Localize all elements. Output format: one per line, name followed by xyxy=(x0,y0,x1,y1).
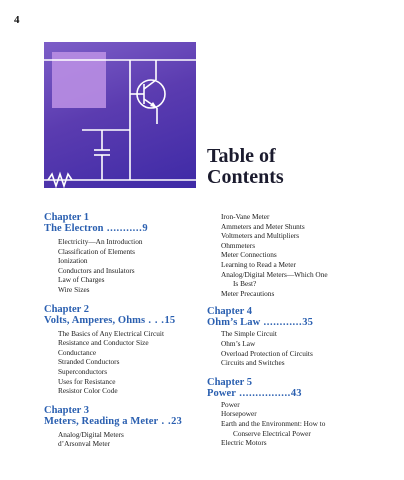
list-item: Overload Protection of Circuits xyxy=(221,348,313,358)
chapter-title-line[interactable] xyxy=(207,317,387,329)
header-white-block xyxy=(196,42,330,142)
list-item-continuation: Is Best? xyxy=(233,279,257,289)
list-item: The Simple Circuit xyxy=(221,329,277,339)
chapter-number: Chapter 3 xyxy=(44,404,90,416)
chapter-title: Power xyxy=(207,387,237,399)
chapter-page: 15 xyxy=(164,314,176,326)
list-item: Iron-Vane Meter xyxy=(221,212,270,221)
list-item: Law of Charges xyxy=(58,275,105,285)
chapter-number: Chapter 5 xyxy=(207,376,253,388)
chapter-4 xyxy=(207,306,387,367)
list-item xyxy=(221,419,387,438)
list-item: Meter Precautions xyxy=(221,288,275,298)
list-item: Electric Motors xyxy=(221,438,267,448)
list-item: Resistance and Conductor Size xyxy=(58,338,149,348)
list-item: Power xyxy=(221,399,240,409)
page-title xyxy=(207,146,284,188)
chapter-page: 23 xyxy=(171,415,182,427)
list-item-text: Earth and the Environment: How to xyxy=(221,418,326,428)
chapter-topic-list xyxy=(44,237,206,295)
list-item: Conductors and Insulators xyxy=(58,265,135,275)
chapter-number: Chapter 2 xyxy=(44,303,90,315)
title-line-1: Table of xyxy=(207,145,276,167)
page-number: 4 xyxy=(14,14,20,26)
chapter-title: The Electron xyxy=(44,223,104,234)
list-item: Wire Sizes xyxy=(58,284,90,294)
chapter-number: Chapter 1 xyxy=(44,212,90,223)
circuit-schematic-icon xyxy=(44,42,196,188)
chapter-page: 35 xyxy=(302,317,313,329)
list-item-text: Analog/Digital Meters—Which One xyxy=(221,269,328,279)
list-item: Voltmeters and Multipliers xyxy=(221,231,300,241)
dot-leader: ................ xyxy=(236,387,291,399)
chapter-topic-list xyxy=(207,400,387,448)
chapter-title-line[interactable] xyxy=(44,223,206,235)
dot-leader: . . . xyxy=(145,314,165,326)
list-item: Conductance xyxy=(58,347,97,357)
list-item: Circuits and Switches xyxy=(221,358,285,368)
list-item: Superconductors xyxy=(58,366,108,376)
chapter-page: 43 xyxy=(290,387,302,399)
list-item: Classification of Elements xyxy=(58,246,136,256)
chapter-5 xyxy=(207,377,387,448)
toc-left-column xyxy=(44,212,206,458)
chapter-topic-list xyxy=(44,430,206,449)
dot-leader: . . xyxy=(158,415,172,427)
chapter-2 xyxy=(44,304,206,396)
list-item-continuation: Conserve Electrical Power xyxy=(233,428,311,438)
list-item: d’Arsonval Meter xyxy=(58,439,111,449)
list-item: Stranded Conductors xyxy=(58,357,120,367)
chapter-topic-list xyxy=(207,329,387,367)
list-item: Electricity—An Introduction xyxy=(58,237,143,246)
list-item: Uses for Resistance xyxy=(58,376,116,386)
chapter-title: Ohm’s Law xyxy=(207,317,261,329)
circuit-illustration xyxy=(44,42,196,188)
chapter-number: Chapter 4 xyxy=(207,306,253,318)
list-item: Horsepower xyxy=(221,409,257,419)
chapter-title-line[interactable] xyxy=(207,388,387,400)
chapter-3-continued-list xyxy=(207,212,387,298)
chapter-topic-list xyxy=(44,329,206,396)
list-item: Meter Connections xyxy=(221,250,277,260)
title-line-2: Contents xyxy=(207,166,284,188)
list-item xyxy=(221,270,387,289)
list-item: Ammeters and Meter Shunts xyxy=(221,221,305,231)
list-item: Resistor Color Code xyxy=(58,386,118,396)
chapter-title-line[interactable] xyxy=(44,416,206,428)
list-item: Learning to Read a Meter xyxy=(221,259,296,269)
list-item: Analog/Digital Meters xyxy=(58,429,124,439)
dot-leader: ........... xyxy=(103,223,143,234)
dot-leader: ............ xyxy=(260,317,303,329)
chapter-3 xyxy=(44,405,206,449)
chapter-1 xyxy=(44,212,206,295)
list-item: Ohmmeters xyxy=(221,240,256,250)
toc-right-column xyxy=(207,212,387,457)
list-item: Ionization xyxy=(58,256,88,266)
chapter-page: 9 xyxy=(142,223,148,234)
list-item: The Basics of Any Electrical Circuit xyxy=(58,328,164,338)
chapter-title-line[interactable] xyxy=(44,315,206,327)
chapter-title: Meters, Reading a Meter xyxy=(44,415,159,427)
list-item: Ohm’s Law xyxy=(221,338,256,348)
chapter-title: Volts, Amperes, Ohms xyxy=(44,314,146,326)
